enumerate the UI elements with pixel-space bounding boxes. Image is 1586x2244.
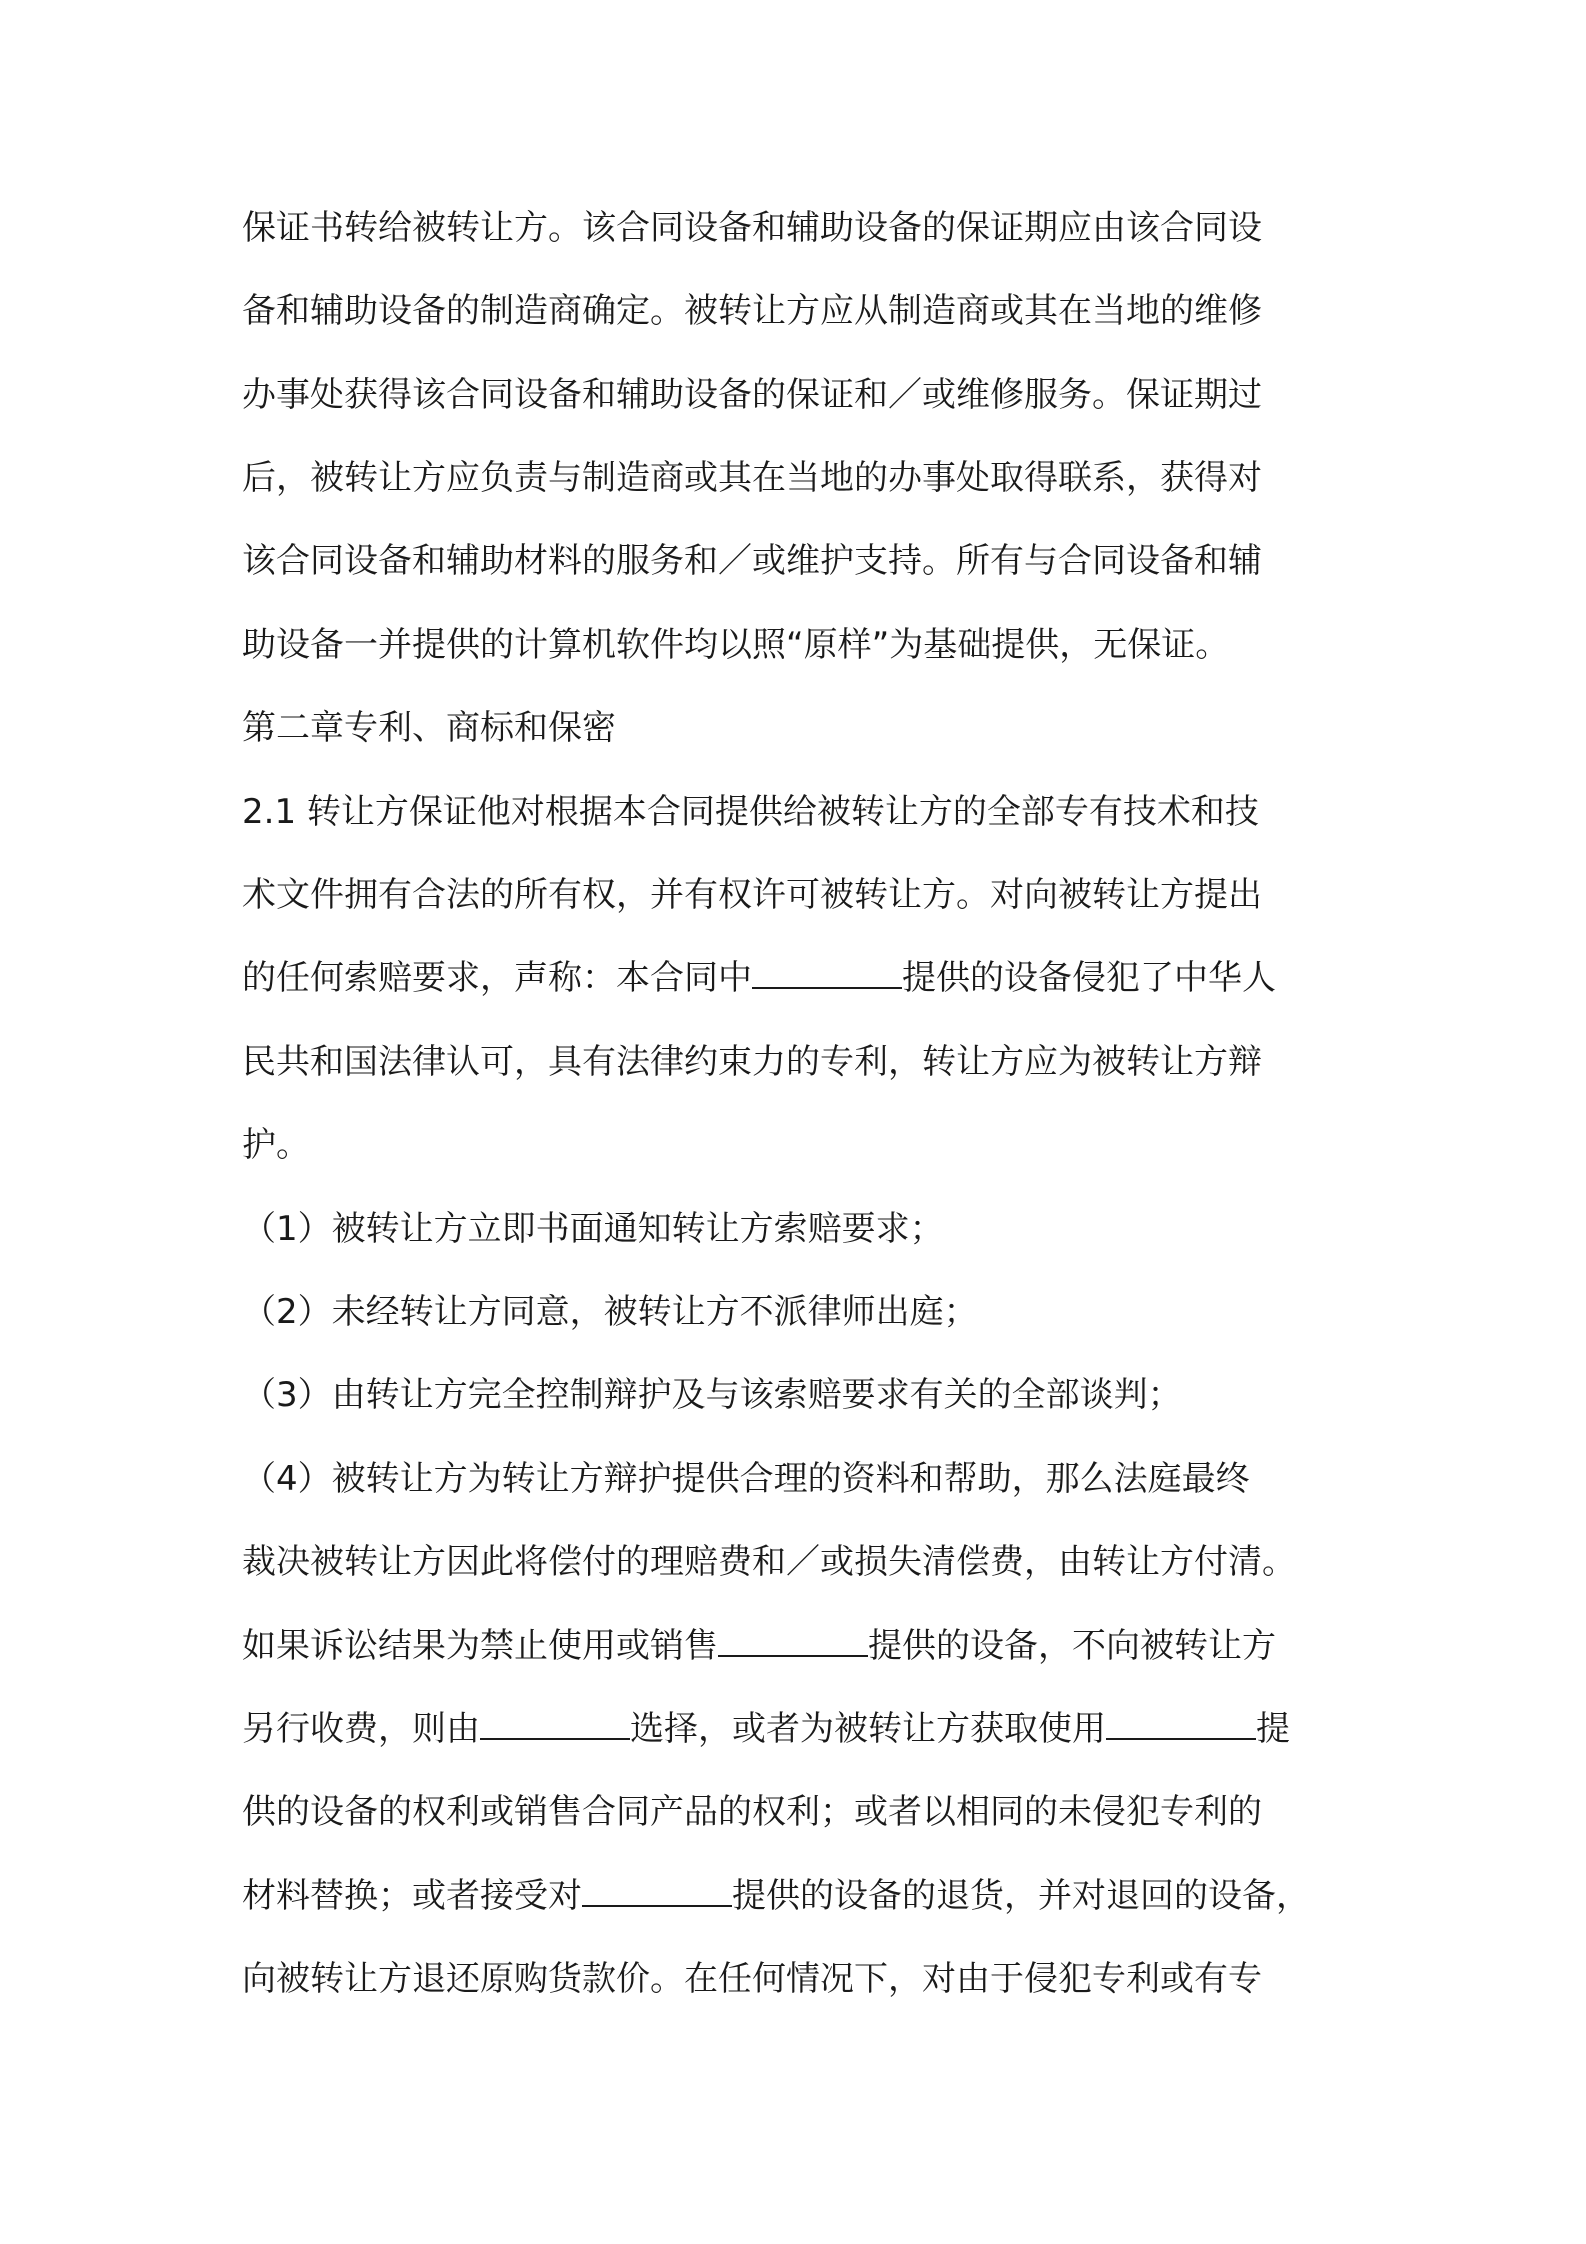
text-segment: 提供的设备侵犯了中华人 bbox=[902, 958, 1276, 998]
list-item-1: （1）被转让方立即书面通知转让方索赔要求； bbox=[242, 1209, 944, 1249]
text-line-11: 民共和国法律认可，具有法律约束力的专利，转让方应为被转让方辩 bbox=[242, 1042, 1262, 1082]
text-line-3: 办事处获得该合同设备和辅助设备的保证和／或维修服务。保证期过 bbox=[242, 375, 1262, 415]
text-line-18 bbox=[242, 1624, 1362, 1668]
text-segment: 选择，或者为被转让方获取使用 bbox=[630, 1709, 1106, 1749]
text-segment: 另行收费，则由 bbox=[242, 1709, 480, 1749]
fill-in-blank bbox=[582, 1875, 732, 1907]
list-item-4: （4）被转让方为转让方辩护提供合理的资料和帮助，那么法庭最终 bbox=[242, 1459, 1250, 1499]
text-segment: 提 bbox=[1256, 1709, 1290, 1749]
fill-in-blank bbox=[480, 1708, 630, 1740]
text-line-6: 助设备一并提供的计算机软件均以照“原样”为基础提供，无保证。 bbox=[242, 625, 1230, 665]
text-line-17: 裁决被转让方因此将偿付的理赔费和／或损失清偿费，由转让方付清。 bbox=[242, 1542, 1296, 1582]
chapter-heading: 第二章专利、商标和保密 bbox=[242, 708, 616, 748]
text-segment: 的任何索赔要求，声称：本合同中 bbox=[242, 958, 752, 998]
text-segment: 材料替换；或者接受对 bbox=[242, 1876, 582, 1916]
text-line-22: 向被转让方退还原购货款价。在任何情况下，对由于侵犯专利或有专 bbox=[242, 1959, 1262, 1999]
text-line-12: 护。 bbox=[242, 1125, 310, 1165]
fill-in-blank bbox=[752, 957, 902, 989]
fill-in-blank bbox=[1106, 1708, 1256, 1740]
text-segment: 如果诉讼结果为禁止使用或销售 bbox=[242, 1626, 718, 1666]
list-item-2: （2）未经转让方同意，被转让方不派律师出庭； bbox=[242, 1292, 978, 1332]
fill-in-blank bbox=[718, 1625, 868, 1657]
text-line-4: 后，被转让方应负责与制造商或其在当地的办事处取得联系，获得对 bbox=[242, 458, 1262, 498]
text-line-9: 术文件拥有合法的所有权，并有权许可被转让方。对向被转让方提出 bbox=[242, 875, 1262, 915]
text-line-10 bbox=[242, 956, 1362, 1000]
text-line-21 bbox=[242, 1874, 1362, 1918]
text-line-8: 2.1 转让方保证他对根据本合同提供给被转让方的全部专有技术和技 bbox=[242, 792, 1259, 832]
list-item-3: （3）由转让方完全控制辩护及与该索赔要求有关的全部谈判； bbox=[242, 1375, 1182, 1415]
text-segment: 提供的设备的退货，并对退回的设备， bbox=[732, 1876, 1310, 1916]
text-line-19 bbox=[242, 1707, 1362, 1751]
text-line-2: 备和辅助设备的制造商确定。被转让方应从制造商或其在当地的维修 bbox=[242, 291, 1262, 331]
text-line-1: 保证书转给被转让方。该合同设备和辅助设备的保证期应由该合同设 bbox=[242, 208, 1262, 248]
text-line-20: 供的设备的权利或销售合同产品的权利；或者以相同的未侵犯专利的 bbox=[242, 1792, 1262, 1832]
text-line-5: 该合同设备和辅助材料的服务和／或维护支持。所有与合同设备和辅 bbox=[242, 541, 1262, 581]
text-segment: 提供的设备，不向被转让方 bbox=[868, 1626, 1276, 1666]
